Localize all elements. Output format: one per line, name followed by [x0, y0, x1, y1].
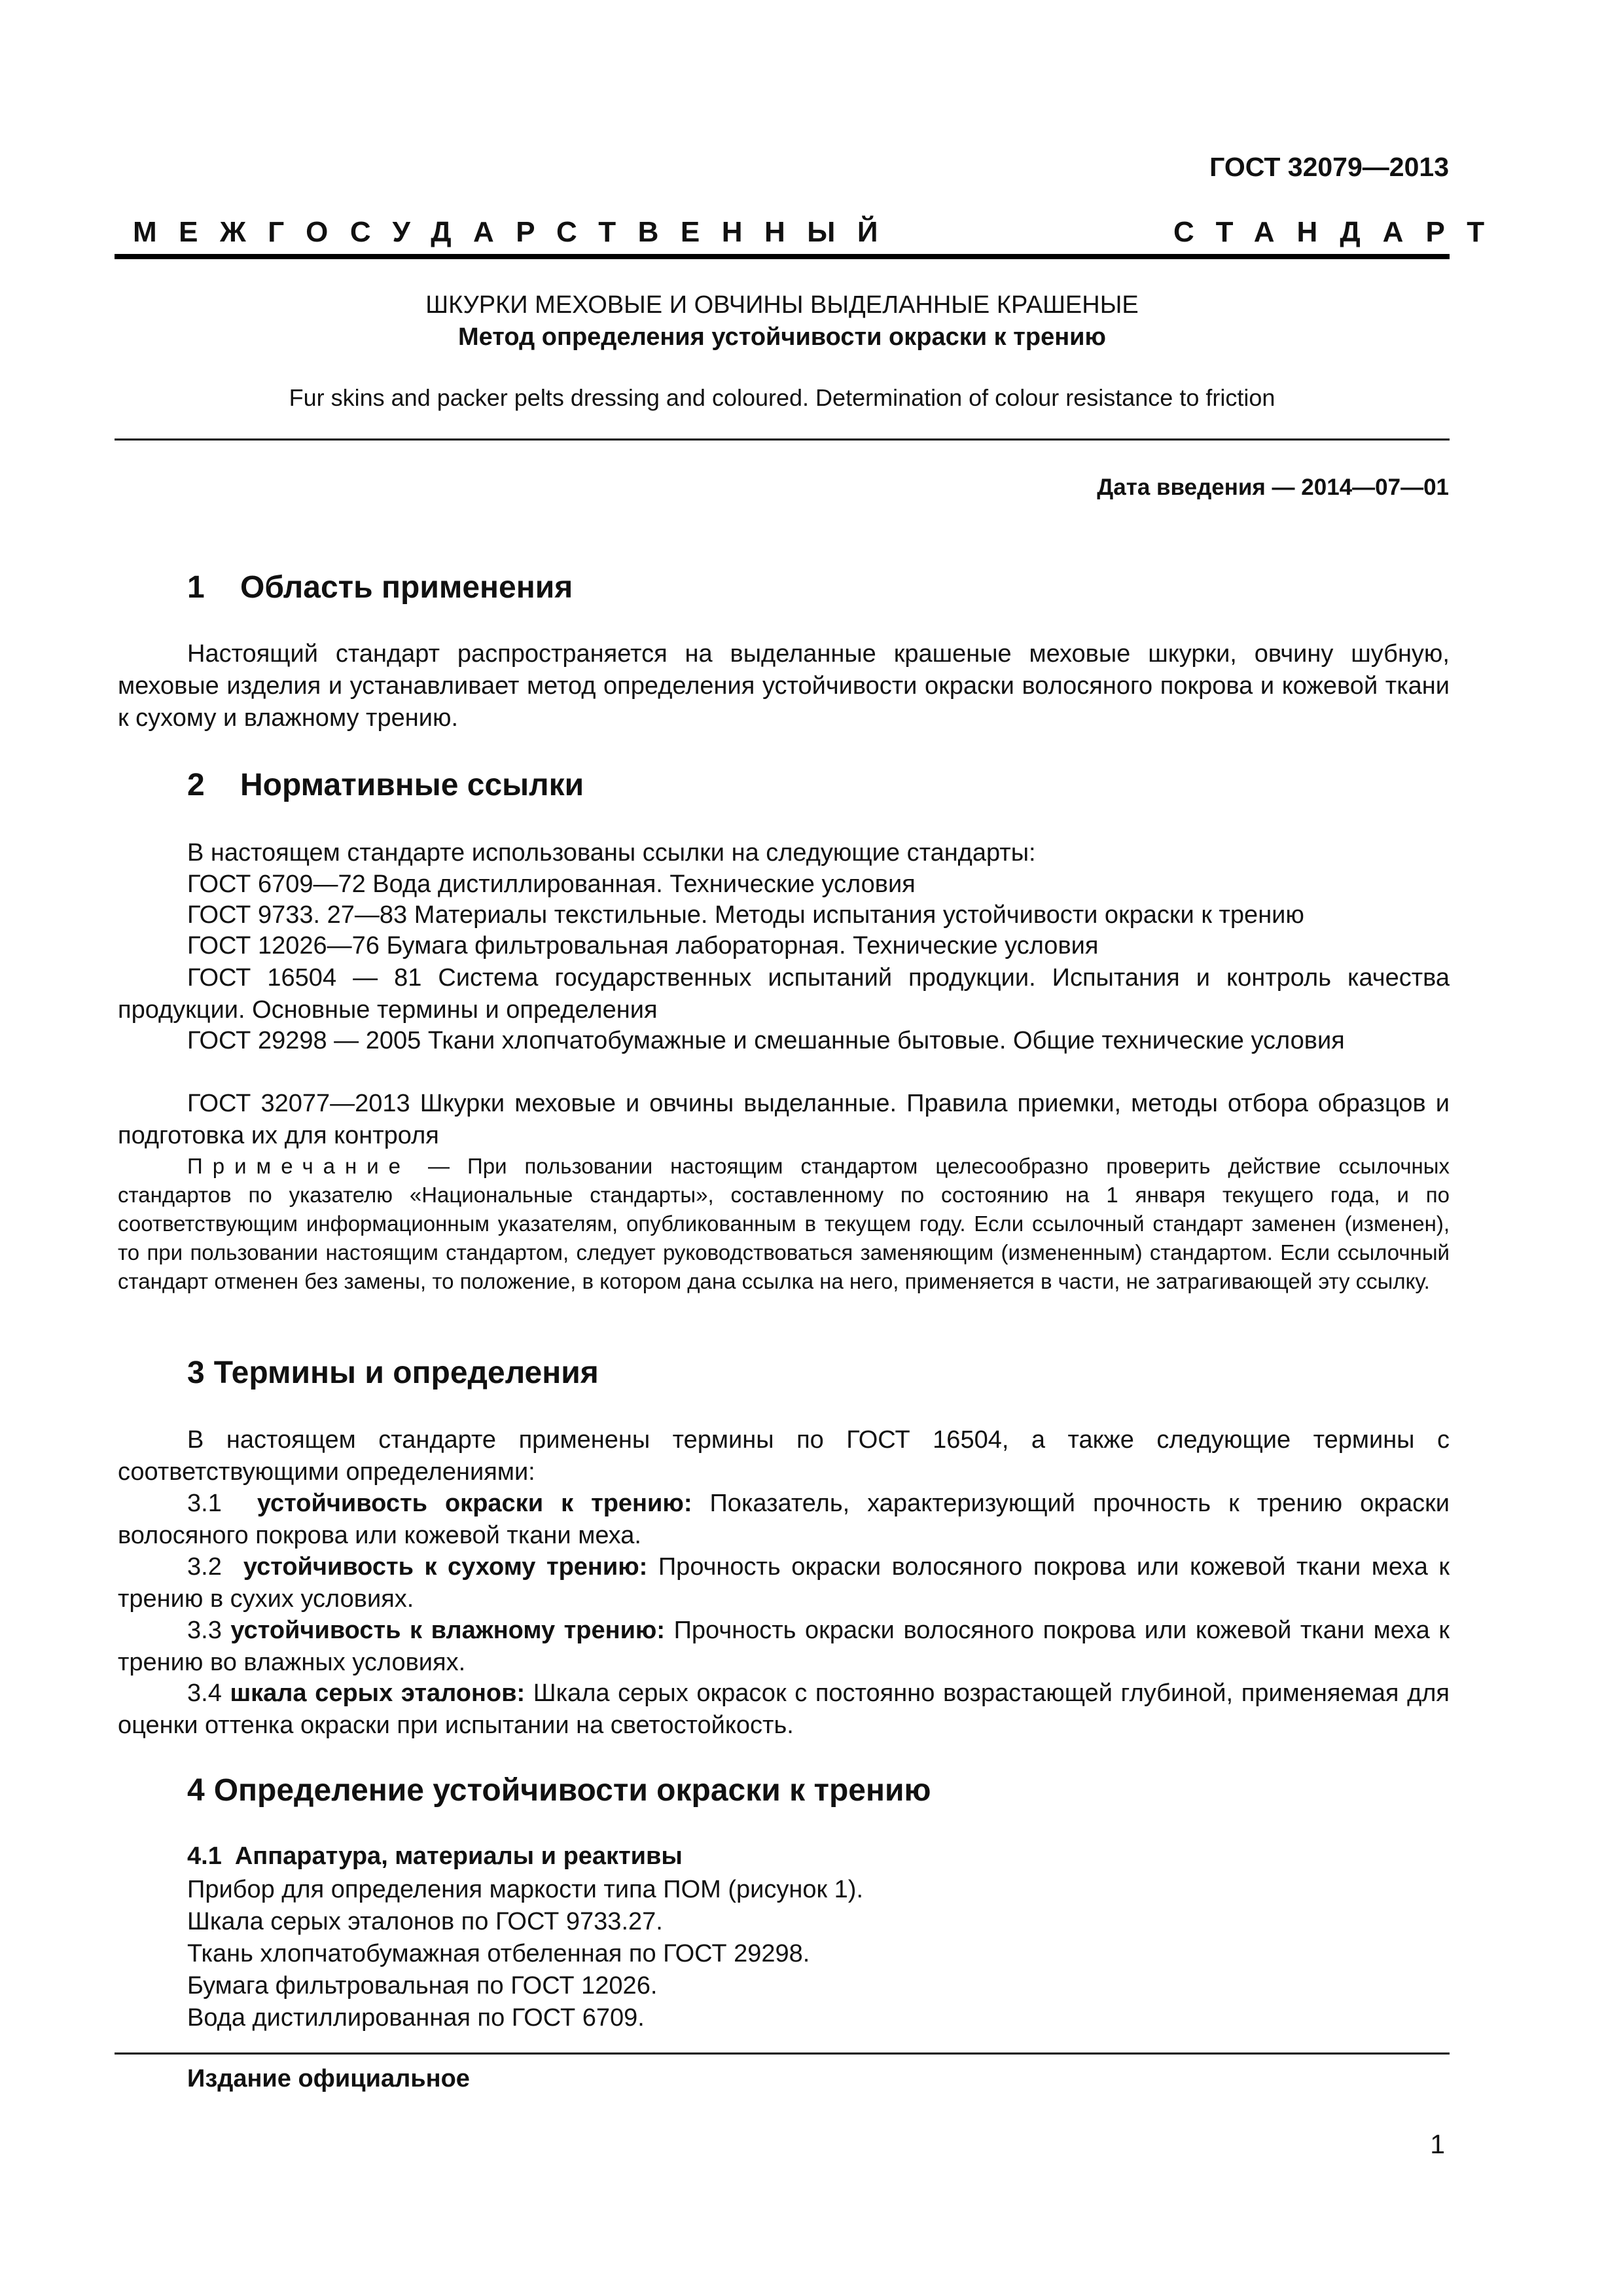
- term-name: шкала серых эталонов:: [230, 1679, 526, 1707]
- section-2-title: Нормативные ссылки: [240, 768, 584, 802]
- term-name: устойчивость к сухому трению:: [243, 1553, 648, 1581]
- term-text: Прочность окраски волосяного покрова или кожевой ткани меха к трению во влажных условиях.: [118, 1617, 1450, 1676]
- section-4-title: Определение устойчивости окраски к трению: [213, 1773, 931, 1808]
- official-edition-label: Издание официальное: [187, 2065, 470, 2092]
- document-subtitle: Метод определения устойчивости окраски к трению: [458, 323, 1106, 351]
- equipment-item: Ткань хлопчатобумажная отбеленная по ГОСТ 29298.: [187, 1940, 810, 1967]
- section-2-heading: [187, 767, 584, 803]
- section-1-title: Область применения: [240, 570, 573, 605]
- english-title: Fur skins and packer pelts dressing and coloured. Determination of colour resistance to friction: [289, 384, 1275, 411]
- subsection-4-1-title: Аппаратура, материалы и реактивы: [234, 1842, 683, 1870]
- reference-item: ГОСТ 6709—72 Вода дистиллированная. Технические условия: [187, 870, 916, 898]
- section-4-heading: [187, 1772, 931, 1808]
- section-2-number: 2: [187, 768, 205, 802]
- section-3-title: Термины и определения: [213, 1355, 599, 1390]
- term-name: устойчивость окраски к трению:: [257, 1490, 692, 1517]
- term-number: 3.1: [187, 1490, 222, 1517]
- section-3-heading: [187, 1355, 599, 1391]
- reference-item: ГОСТ 32077—2013 Шкурки меховые и овчины выделанные. Правила приемки, методы отбора образцов и подготовка их для контроля: [118, 1090, 1450, 1149]
- reference-item: ГОСТ 29298 — 2005 Ткани хлопчатобумажные и смешанные бытовые. Общие технические условия: [187, 1027, 1345, 1054]
- equipment-item: Прибор для определения маркости типа ПОМ (рисунок 1).: [187, 1876, 863, 1903]
- term-text: Шкала серых окрасок с постоянно возрастающей глубиной, применяемая для оценки оттенка окраски при испытании на светостойкость.: [118, 1679, 1450, 1739]
- section-3-number: 3: [187, 1355, 205, 1390]
- footer-rule: [115, 2053, 1450, 2054]
- equipment-item: Бумага фильтровальная по ГОСТ 12026.: [187, 1972, 658, 2000]
- term-text: Прочность окраски волосяного покрова или кожевой ткани меха к трению в сухих условиях.: [118, 1553, 1450, 1613]
- note-text: — При пользовании настоящим стандартом целесообразно проверить действие ссылочных стандартов по указателю «Национальные стандарты», составленному по состоянию на 1 января текущего года, и по соответствующим информационным указателям, опубликованным в текущем году. Если ссылочный стандарт заменен (изменен), то при пользовании настоящим стандартом, следует руководствоваться заменяющим (измененным) стандартом. Если ссылочный стандарт отменен без замены, то положение, в котором дана ссылка на него, применяется в части, не затрагивающей эту ссылку.: [118, 1154, 1450, 1293]
- term-definition: [118, 1677, 1450, 1742]
- subsection-4-1-heading: [187, 1842, 683, 1871]
- term-text: Показатель, характеризующий прочность к трению окраски волосяного покрова или кожевой ткани меха.: [118, 1490, 1450, 1549]
- term-definition: [118, 1551, 1450, 1615]
- page-number: 1: [1430, 2129, 1445, 2159]
- references-intro: В настоящем стандарте использованы ссылки на следующие стандарты:: [187, 839, 1036, 867]
- section-1-number: 1: [187, 570, 205, 605]
- term-name: устойчивость к влажному трению:: [230, 1617, 666, 1644]
- terms-intro: В настоящем стандарте применены термины по ГОСТ 16504, а также следующие термины с соответствующими определениями:: [118, 1426, 1450, 1486]
- section-4-number: 4: [187, 1773, 205, 1808]
- term-number: 3.2: [187, 1553, 222, 1581]
- equipment-item: Шкала серых эталонов по ГОСТ 9733.27.: [187, 1908, 663, 1935]
- term-number: 3.4: [187, 1679, 222, 1707]
- references-note: [118, 1152, 1450, 1296]
- section-1-heading: [187, 569, 573, 605]
- subsection-4-1-number: 4.1: [187, 1842, 222, 1870]
- section-1-text: Настоящий стандарт распространяется на выделанные крашеные меховые шкурки, овчину шубную, меховые изделия и устанавливает метод определения устойчивости окраски волосяного покрова и кожевой ткани к сухому и влажному трению.: [118, 640, 1450, 732]
- reference-item: ГОСТ 12026—76 Бумага фильтровальная лабораторная. Технические условия: [187, 932, 1099, 960]
- note-label: Примечание: [187, 1154, 411, 1178]
- term-definition: [118, 1615, 1450, 1679]
- standard-word: СТАНДАРТ: [1173, 216, 1507, 248]
- header-rule: [115, 254, 1450, 259]
- equipment-item: Вода дистиллированная по ГОСТ 6709.: [187, 2004, 645, 2032]
- reference-item: ГОСТ 16504 — 81 Система государственных испытаний продукции. Испытания и контроль качества продукции. Основные термины и определения: [118, 964, 1450, 1024]
- term-number: 3.3: [187, 1617, 222, 1644]
- reference-item: ГОСТ 9733. 27—83 Материалы текстильные. Методы испытания устойчивости окраски к трению: [187, 901, 1304, 929]
- title-rule: [115, 439, 1450, 440]
- document-title: ШКУРКИ МЕХОВЫЕ И ОВЧИНЫ ВЫДЕЛАННЫЕ КРАШЕНЫЕ: [425, 291, 1139, 319]
- term-definition: [118, 1488, 1450, 1552]
- introduction-date: Дата введения — 2014—07—01: [1097, 475, 1449, 500]
- document-number: ГОСТ 32079—2013: [1209, 152, 1449, 182]
- interstate-word: МЕЖГОСУДАРСТВЕННЫЙ: [133, 216, 900, 248]
